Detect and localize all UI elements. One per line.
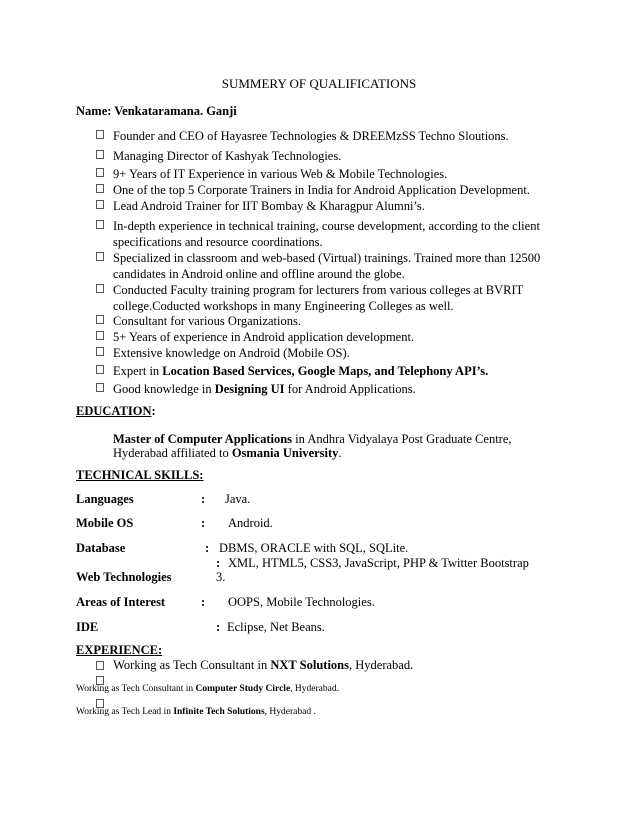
bullet-box-icon xyxy=(96,365,104,374)
web-technologies-label: Web Technologies xyxy=(76,570,172,584)
bullet-box-icon xyxy=(96,150,104,159)
education-heading-colon: : xyxy=(151,404,156,418)
experience-item-3 xyxy=(76,707,316,717)
languages-colon: : xyxy=(201,492,206,506)
experience-heading: EXPERIENCE: xyxy=(76,643,163,657)
experience-item-3-location: , Hyderabad . xyxy=(264,707,316,717)
ide-colon: : xyxy=(216,620,221,634)
qualification-text-part: 9+ Years of IT Experience in various Web & Mobile Technologies. xyxy=(113,167,448,181)
qualification-highlight: Location Based Services, Google Maps, and Telephony API’s. xyxy=(162,364,489,378)
experience-item-1-location: , Hyderabad. xyxy=(349,658,414,672)
mobile-os-label: Mobile OS xyxy=(76,516,134,530)
bullet-box-icon xyxy=(96,284,104,293)
experience-item-1-text: Working as Tech Consultant in xyxy=(113,658,271,672)
experience-item-1-company: NXT Solutions xyxy=(270,658,349,672)
experience-item-2-text: Working as Tech Consultant in xyxy=(76,684,196,694)
areas-of-interest-value: OOPS, Mobile Technologies. xyxy=(228,595,375,609)
qualification-text xyxy=(113,282,563,314)
education-line-1 xyxy=(113,432,512,447)
experience-item-2-location: , Hyderabad. xyxy=(290,684,339,694)
qualification-text-part: Managing Director of Kashyak Technologies. xyxy=(113,149,342,163)
experience-item-3-text: Working as Tech Lead in xyxy=(76,707,174,717)
bullet-box-icon xyxy=(96,220,104,229)
qualification-text-part: Lead Android Trainer for IIT Bombay & Kharagpur Alumni’s. xyxy=(113,199,425,213)
qualification-text-part: 5+ Years of experience in Android application development. xyxy=(113,330,415,344)
technical-skills-heading: TECHNICAL SKILLS: xyxy=(76,468,204,482)
experience-item-3-company: Infinite Tech Solutions xyxy=(173,707,265,717)
web-technologies-value: XML, HTML5, CSS3, JavaScript, PHP & Twitter Bootstrap xyxy=(228,556,529,570)
qualification-text xyxy=(113,381,563,397)
qualification-text-part: One of the top 5 Corporate Trainers in India for Android Application Development. xyxy=(113,183,530,197)
bullet-box-icon xyxy=(96,130,104,139)
qualification-text-part: Founder and CEO of Hayasree Technologies & DREEMzSS Techno Sloutions. xyxy=(113,129,509,143)
bullet-box-icon xyxy=(96,661,104,670)
database-value: DBMS, ORACLE with SQL, SQLite. xyxy=(219,541,409,555)
bullet-box-icon xyxy=(96,168,104,177)
database-colon: : xyxy=(205,541,210,555)
qualification-text xyxy=(113,128,563,144)
document-title: SUMMERY OF QUALIFICATIONS xyxy=(221,76,417,91)
candidate-name: Name: Venkataramana. Ganji xyxy=(76,104,237,118)
bullet-box-icon xyxy=(96,315,104,324)
qualification-text-part: Extensive knowledge on Android (Mobile OS). xyxy=(113,346,350,360)
experience-item-2-company: Computer Study Circle xyxy=(195,684,291,694)
web-technologies-value-continued: 3. xyxy=(216,570,226,584)
qualification-text xyxy=(113,166,563,182)
education-institution: in Andhra Vidyalaya Post Graduate Centre, xyxy=(292,432,512,446)
qualification-highlight: Designing UI xyxy=(214,382,285,396)
languages-value: Java. xyxy=(225,492,251,506)
bullet-box-icon xyxy=(96,331,104,340)
database-label: Database xyxy=(76,541,126,555)
qualification-text xyxy=(113,329,563,345)
languages-label: Languages xyxy=(76,492,134,506)
education-affiliation-text: Hyderabad affiliated to xyxy=(113,446,232,460)
experience-item-1 xyxy=(96,658,413,673)
qualification-text xyxy=(113,182,563,198)
web-technologies-colon: : xyxy=(216,556,221,570)
qualification-text-part: Good knowledge in xyxy=(113,382,215,396)
qualification-text-part: Expert in xyxy=(113,364,163,378)
education-heading-line xyxy=(76,404,156,419)
qualification-text-part: Consultant for various Organizations. xyxy=(113,314,301,328)
bullet-box-icon xyxy=(96,184,104,193)
bullet-box-icon xyxy=(96,347,104,356)
qualification-text-part: Conducted Faculty training program for lecturers from various colleges at BVRIT college.Coducted workshops in many Engineering Colleges as well. xyxy=(113,283,524,313)
qualification-text xyxy=(113,148,563,164)
education-degree: Master of Computer Applications xyxy=(113,432,293,446)
ide-label: IDE xyxy=(76,620,99,634)
qualification-text xyxy=(113,198,563,214)
education-line-2-end: . xyxy=(338,446,342,460)
qualification-text-part: In-depth experience in technical training, course development, according to the client specifications and resource coordinations. xyxy=(113,219,540,249)
education-heading: EDUCATION xyxy=(76,404,152,418)
education-university: Osmania University xyxy=(231,446,339,460)
qualification-text xyxy=(113,345,563,361)
bullet-box-icon xyxy=(96,200,104,209)
ide-value: Eclipse, Net Beans. xyxy=(227,620,325,634)
education-line-2 xyxy=(113,446,342,461)
qualification-text xyxy=(113,363,563,379)
mobile-os-colon: : xyxy=(201,516,206,530)
qualification-text xyxy=(113,313,563,329)
areas-of-interest-label: Areas of Interest xyxy=(76,595,166,609)
experience-item-2 xyxy=(76,684,339,694)
qualification-text xyxy=(113,250,563,282)
bullet-box-icon xyxy=(96,383,104,392)
mobile-os-value: Android. xyxy=(228,516,273,530)
qualification-text-part: Specialized in classroom and web-based (Virtual) trainings. Trained more than 12500 candidates in Android online and offline around the globe. xyxy=(113,251,541,281)
bullet-box-icon xyxy=(96,252,104,261)
qualification-text-end: for Android Applications. xyxy=(284,382,416,396)
qualification-text xyxy=(113,218,563,250)
areas-of-interest-colon: : xyxy=(201,595,206,609)
